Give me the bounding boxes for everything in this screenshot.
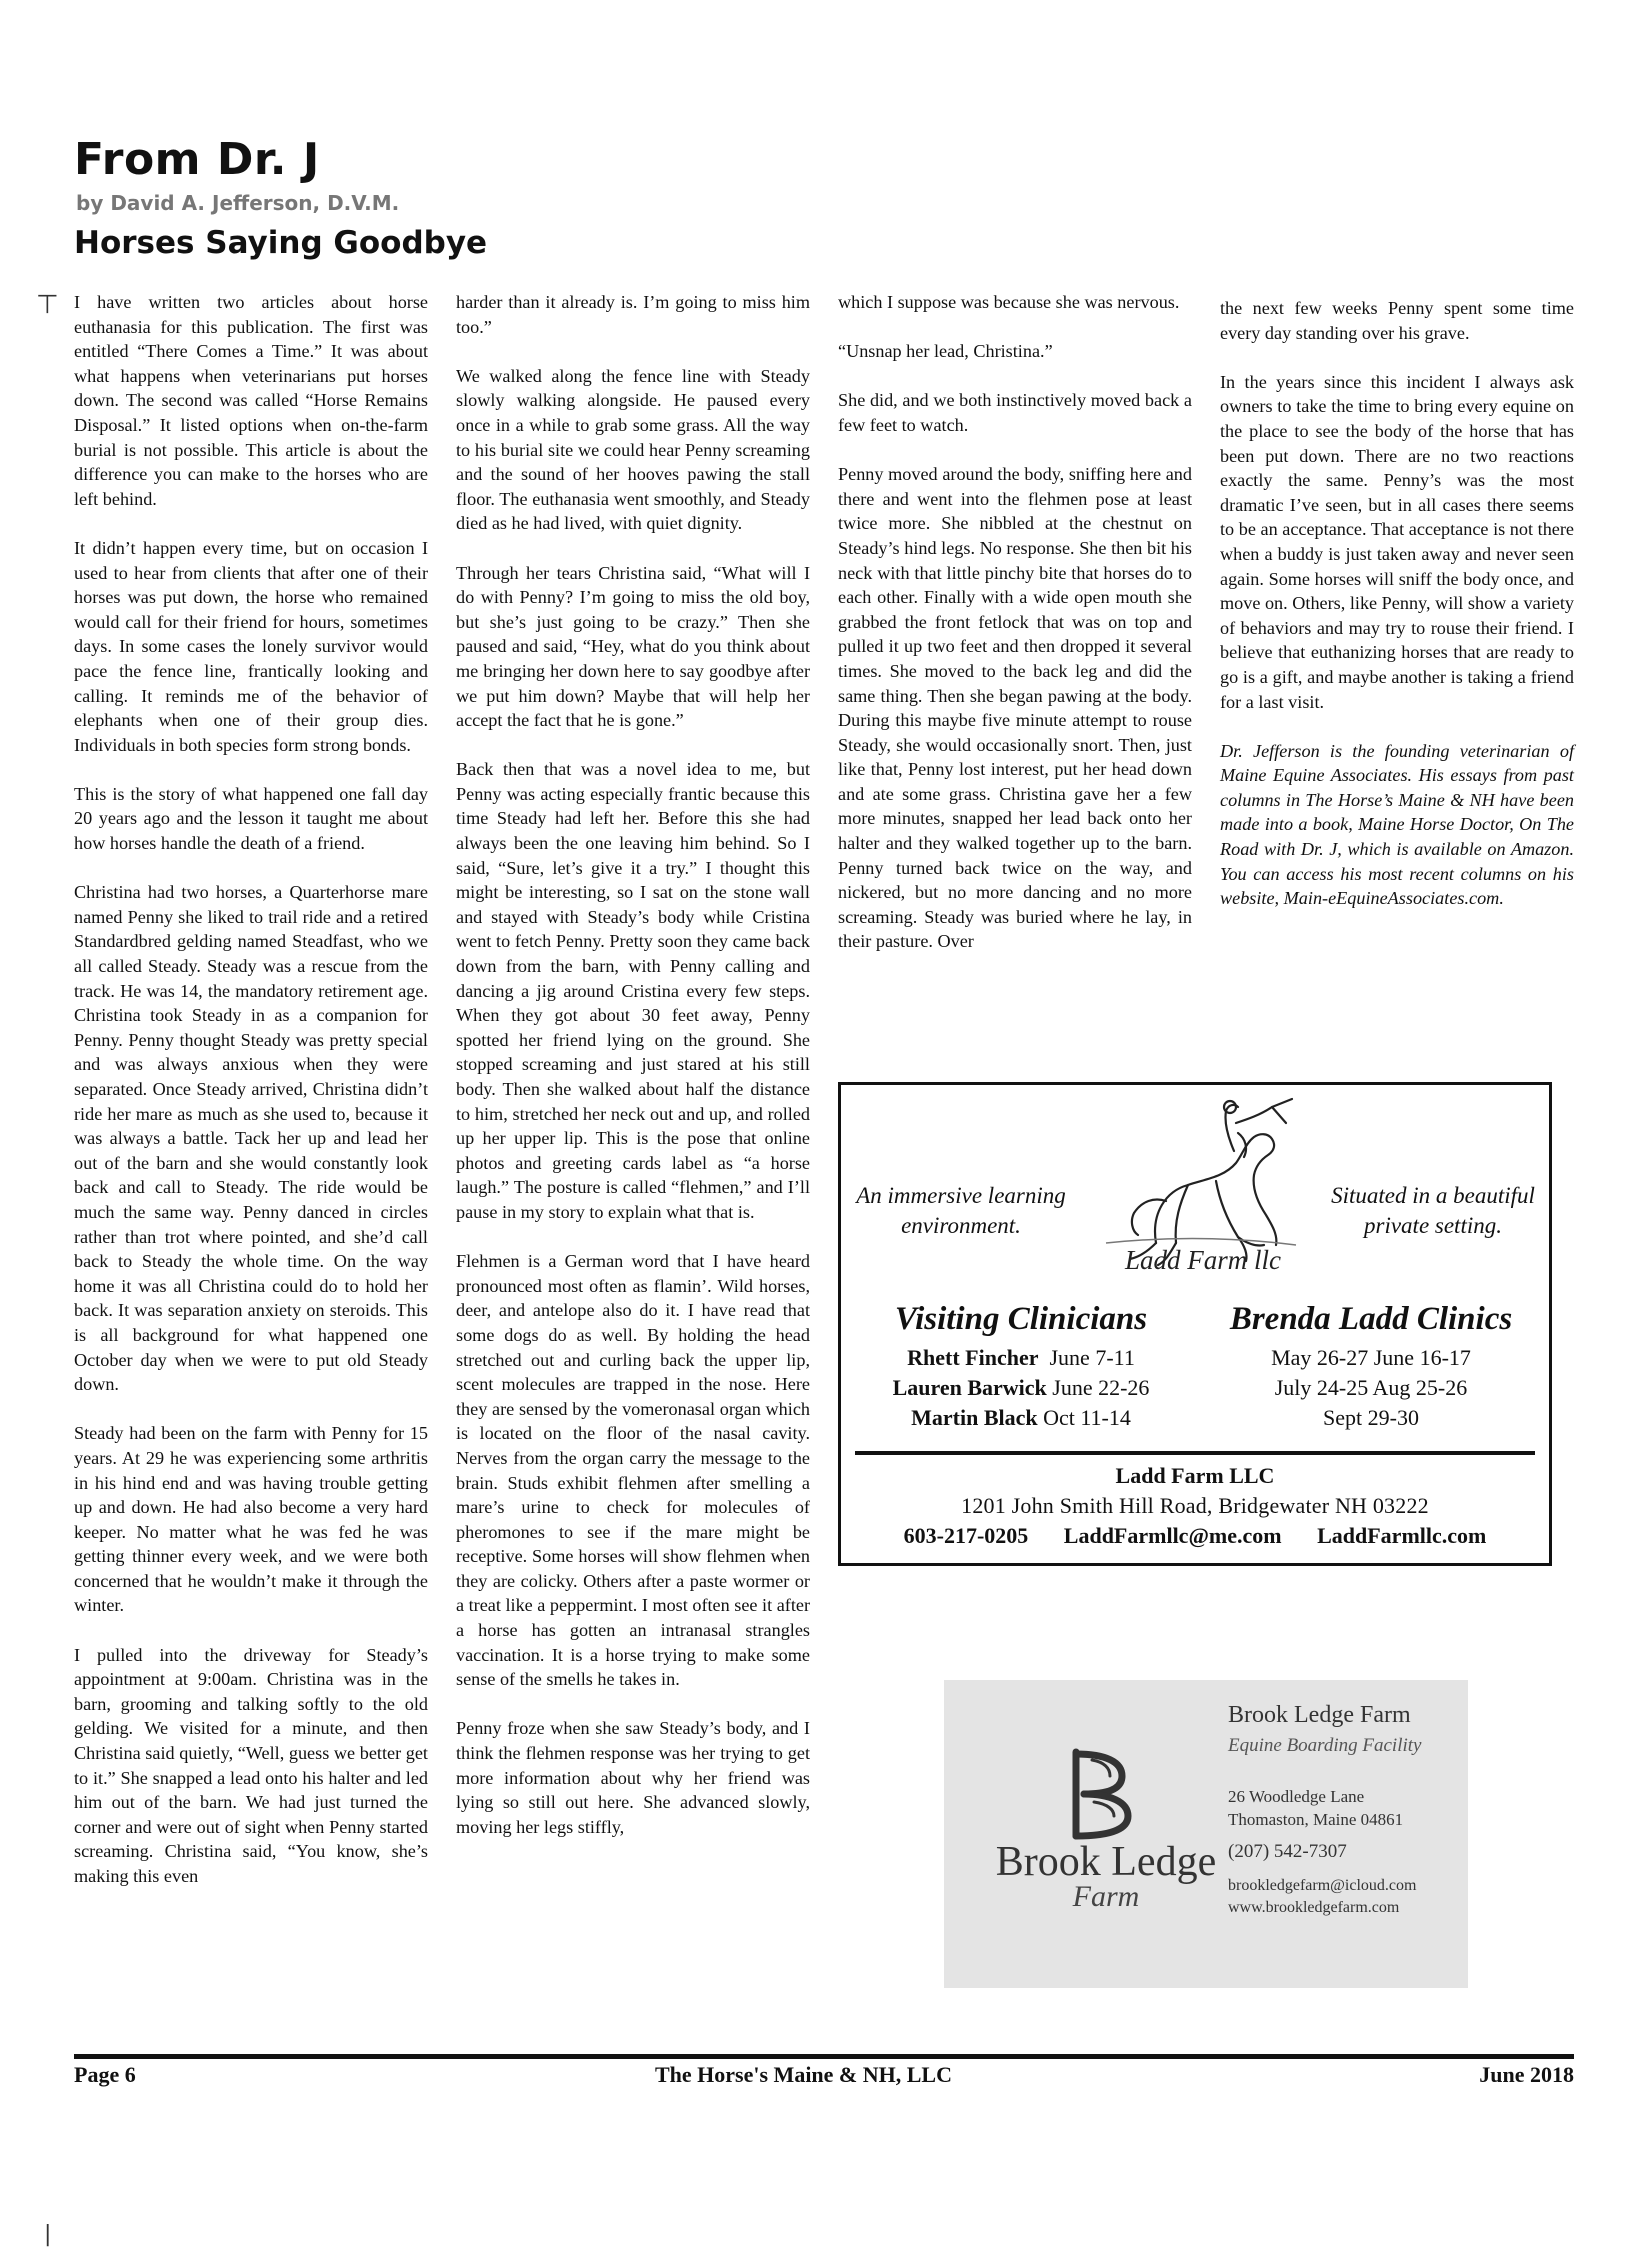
paragraph: Back then that was a novel idea to me, but Penny was acting especially frantic because this time Steady had left her. Before this she had always been the one leaving him behind. So I said, “Sure, let’s give it a try.” I thought this might be interesting, so I sat on the stone wall and stayed with Steady’s body while Cristina went to fetch Penny. Pretty soon they came back down from the barn, with Penny calling and dancing a jig around Cristina every few steps. When they got about 30 feet away, Penny spotted her friend lying on the ground. She stopped screaming and just stared at his still body. Then she walked about half the distance to him, stretched her neck out and up, and rolled up her upper lip. This is the pose that online photos and greeting cards label as “a horse laugh.” The posture is called “flehmen,” and I’ll pause in my story to explain what that is.	[456, 759, 810, 1222]
paragraph: She did, and we both instinctively moved back a few feet to watch.	[838, 390, 1192, 435]
paragraph: which I suppose was because she was nervous.	[838, 292, 1180, 312]
clinician-row	[851, 1343, 1191, 1373]
ladd-phone: 603-217-0205	[903, 1523, 1029, 1548]
clinician-dates: June 7-11	[1049, 1345, 1135, 1370]
paragraph: Steady had been on the farm with Penny for 15 years. At 29 he was experiencing some arthritis in his hind end and was having trouble getting up and down. He had also become a very hard keeper. No matter what he was fed he was getting thinner every week, and we were both concerned that he wouldn’t make it through the winter.	[74, 1423, 428, 1616]
ladd-website: LaddFarmllc.com	[1317, 1523, 1487, 1548]
article-column-4	[1220, 296, 1574, 935]
article-column-2	[456, 290, 810, 1864]
clinician-row	[851, 1373, 1191, 1403]
clinician-name: Rhett Fincher	[907, 1345, 1039, 1370]
article-column-3	[838, 290, 1192, 979]
paragraph: I pulled into the driveway for Steady’s appointment at 9:00am. Christina was in the barn, grooming and talking softly to the old gelding. We visited for a minute, and then Christina said quietly, “Well, guess we better get to it.” She snapped a lead onto his halter and led him out of the barn. We had just turned the corner and were out of sight when Penny started screaming. Christina said, “You know, she’s making this even	[74, 1644, 428, 1886]
brook-ledge-ad	[944, 1680, 1468, 1988]
paragraph: I have written two articles about horse euthanasia for this publication. The first was entitled “There Comes a Time.” It was about what happens when veterinarians put horses down. The second was called “Horse Remains Disposal.” It listed options when on-the-farm burial is not possible. This article is about the difference you can make to the horses who are left behind.	[74, 292, 428, 509]
ladd-farm-ad	[838, 1082, 1552, 1566]
brook-farm-name: Brook Ledge Farm	[1228, 1702, 1411, 1728]
brook-website: www.brookledgefarm.com	[1228, 1899, 1400, 1916]
brook-info-block	[1228, 1702, 1464, 1919]
author-byline: by David A. Jefferson, D.V.M.	[76, 191, 400, 215]
brook-logo-sub: Farm	[1072, 1880, 1140, 1913]
ladd-divider	[855, 1451, 1535, 1455]
paragraph: Through her tears Christina said, “What will I do with Penny? I’m going to miss the old boy, but she’s just going to be crazy.” Then she paused and said, “Hey, what do you think about me bringing her down here to say goodbye after we put him down? Maybe that will help her accept the fact that he is gone.”	[456, 562, 810, 731]
crop-mark-top: ⊤	[36, 290, 59, 320]
ladd-contact-line	[841, 1523, 1549, 1549]
article-column-1	[74, 290, 428, 1913]
paragraph: Penny froze when she saw Steady’s body, and I think the flehmen response was her trying to get more information about why her friend was lying so still out here. She advanced slowly, moving her legs stiffly,	[456, 1718, 810, 1837]
issue-date: June 2018	[1479, 2062, 1574, 2087]
crop-mark-bottom: |	[44, 2222, 52, 2247]
brook-city: Thomaston, Maine 04861	[1228, 1810, 1404, 1829]
footer-rule	[74, 2054, 1574, 2059]
paragraph: We walked along the fence line with Steady slowly walking alongside. He paused every once in a while to grab some grass. All the way to his burial site we could hear Penny screaming and the sound of her hooves pawing the stall floor. The euthanasia went smoothly, and Steady died as he had lived, with quiet dignity.	[456, 365, 810, 534]
clinician-name: Martin Black	[911, 1405, 1038, 1430]
ladd-company-name: Ladd Farm LLC	[1115, 1463, 1275, 1488]
paragraph: Penny moved around the body, sniffing here and there and went into the flehmen pose at least twice more. She nibbled at the chestnut on Steady’s hind legs. No response. She then bit his neck with that little pinchy bite that horses do to each other. Finally with a wide open mouth she grabbed the front fetlock that was on top and pulled it up two feet and then dropped it several times. She moved to the back leg and did the same thing. Then she began pawing at the body. During this maybe five minute attempt to rouse Steady, she would occasionally snort. Then, just like that, Penny lost interest, put her head down and ate some grass. Christina gave her a few more minutes, snapped her lead back onto her halter and they walked together up to the barn. Penny turned back twice on the way, and nickered, but no more dancing and no more screaming. Steady was buried where he lay, in their pasture. Over	[838, 464, 1192, 952]
clinician-dates: Oct 11-14	[1043, 1405, 1131, 1430]
clinician-row	[851, 1403, 1191, 1433]
paragraph: harder than it already is. I’m going to miss him too.”	[456, 292, 810, 337]
paragraph: It didn’t happen every time, but on occasion I used to hear from clients that after one of their horses was put down, the horse who remained would call for their friend for hours, sometimes days. In some cases the lonely survivor would pace the fence line, frantically looking and calling. It reminds me of the behavior of elephants when one of their group dies. Individuals in both species form strong bonds.	[74, 537, 428, 755]
brook-description: Equine Boarding Facility	[1228, 1735, 1422, 1756]
paragraph: Christina had two horses, a Quarterhorse mare named Penny she liked to trail ride and a retired Standardbred gelding named Steadfast, who we all called Steady. Steady was a rescue from the track. He was 14, the mandatory retirement age. Christina took Steady in as a companion for Penny. Penny thought Steady was pretty special and was always anxious when they were separated. Once Steady arrived, Christina didn’t ride her mare as much as she used to, because it was always a battle. Tack her up and lead her out of the barn and she would constantly look back and call to Steady. The ride would be much the same way. Penny danced in circles rather than trot where pointed, and she’d call back to Steady the whole time. On the way home it was all Christina could do to hold her back. It was separation anxiety on steroids. This is all background for what happened one October day when we were to put old Steady down.	[74, 882, 428, 1395]
ladd-email: LaddFarmllc@me.com	[1063, 1523, 1282, 1548]
clinic-dates-row: July 24-25 Aug 25-26	[1274, 1375, 1468, 1400]
clinician-dates: June 22-26	[1052, 1375, 1150, 1400]
article-title: From Dr. J	[74, 134, 320, 185]
clinic-dates-row: May 26-27 June 16-17	[1271, 1345, 1471, 1370]
paragraph: This is the story of what happened one fall day 20 years ago and the lesson it taught me about how horses handle the death of a friend.	[74, 783, 428, 854]
ladd-logo-text: Ladd Farm llc	[1124, 1245, 1281, 1275]
brenda-ladd-clinics-section	[1201, 1299, 1541, 1433]
paragraph: “Unsnap her lead, Christina.”	[838, 341, 1053, 362]
brook-street: 26 Woodledge Lane	[1228, 1787, 1365, 1806]
clinic-dates-row: Sept 29-30	[1323, 1405, 1419, 1430]
brook-phone: (207) 542-7307	[1228, 1841, 1347, 1862]
ladd-tagline-left: An immersive learning environment.	[856, 1183, 1066, 1238]
paragraph: the next few weeks Penny spent some time every day standing over his grave.	[1220, 298, 1574, 343]
clinician-name: Lauren Barwick	[892, 1375, 1047, 1400]
page-number: Page 6	[74, 2062, 136, 2087]
paragraph: Flehmen is a German word that I have heard pronounced most often as flamin’. Wild horses, deer, and antelope also do it. I have read that some dogs do as well. By holding the head stretched out and curling back the upper lip, scent molecules are trapped in the nose. Here they are sensed by the vomeronasal organ which is located on the floor of the nasal cavity. Nerves from the organ carry the message to the brain. Studs exhibit flehmen after smelling a mare’s urine to check for molecules of pheromones to see if the mare might be receptive. Some horses will show flehmen when they are colicky. Others after a paste wormer or a treat like a peppermint. I most often see it after a horse has gotten an intranasal strangles vaccination. It is a horse trying to make some sense of the smells he takes in.	[456, 1251, 811, 1690]
brenda-ladd-clinics-title: Brenda Ladd Clinics	[1229, 1301, 1513, 1337]
brook-email: brookledgefarm@icloud.com	[1228, 1877, 1417, 1894]
article-subtitle: Horses Saying Goodbye	[74, 225, 488, 261]
author-bio: Dr. Jefferson is the founding veterinarian of Maine Equine Associates. His essays from past columns in The Horse’s Maine & NH have been made into a book, Maine Horse Doctor, On The Road with Dr. J, which is available on Amazon. You can access his most recent columns on his website, Main-eEquineAssociates.com.	[1220, 740, 1574, 909]
visiting-clinicians-title: Visiting Clinicians	[894, 1301, 1148, 1337]
visiting-clinicians-section	[851, 1299, 1191, 1433]
paragraph: In the years since this incident I always ask owners to take the time to bring every equine on the place to see the body of the horse that has been put down. There are no two reactions exactly the same. Penny’s was the most dramatic I’ve seen, but in all cases there seems to be an acceptance. That acceptance is not there when a buddy is just taken away and never seen again. Some horses will sniff the body once, and move on. Others, like Penny, will show a variety of behaviors and may try to rouse their friend. I believe that euthanizing horses that are ready to go is a gift, and maybe another is taking a friend for a last visit.	[1220, 371, 1574, 712]
publication-name: The Horse's Maine & NH, LLC	[655, 2062, 952, 2087]
ladd-tagline-right: Situated in a beautiful private setting.	[1331, 1183, 1535, 1238]
brook-logo-name: Brook Ledge	[995, 1839, 1217, 1885]
ladd-address: 1201 John Smith Hill Road, Bridgewater NH 03222	[961, 1493, 1429, 1518]
